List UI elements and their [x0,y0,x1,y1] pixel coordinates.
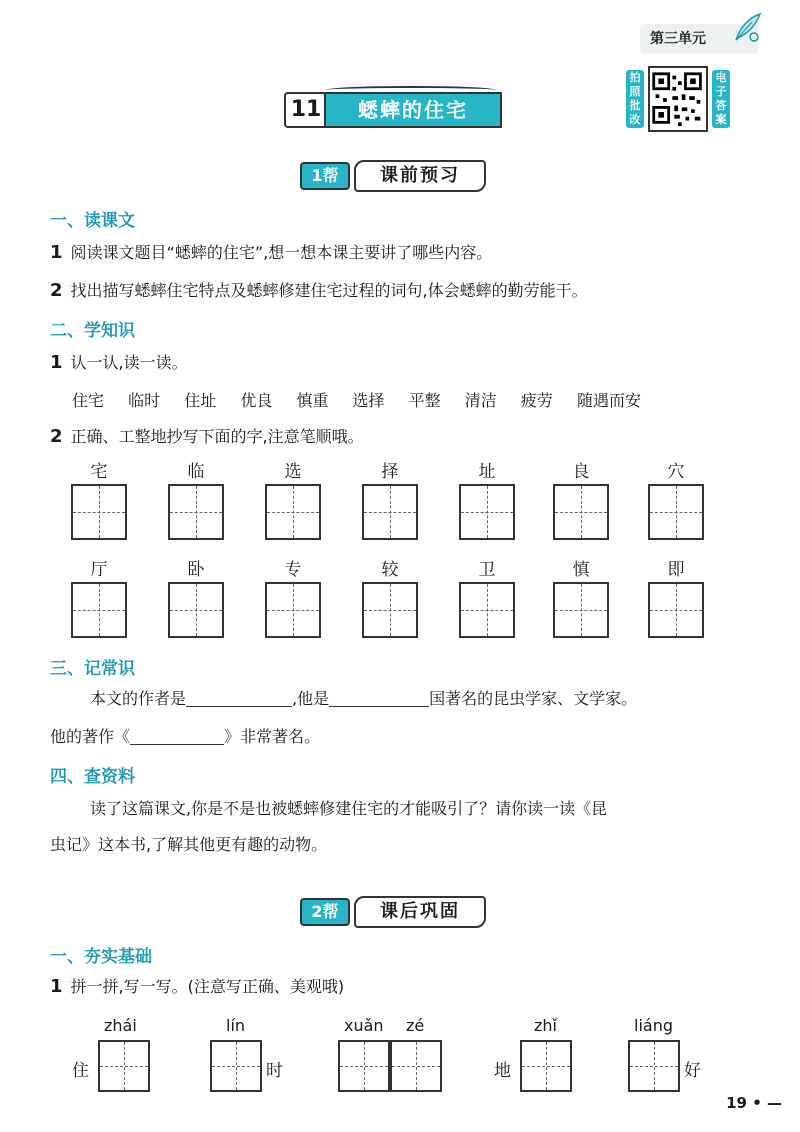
section-label: 课后巩固 [354,896,486,928]
section-number: 1帮 [300,162,350,190]
context-character: 好 [684,1061,701,1081]
word: 随遇而安 [576,391,641,410]
word: 平整 [408,391,441,410]
writing-box[interactable] [553,582,609,638]
pinyin-label: zhái [104,1016,137,1035]
section-banner-1 [300,160,490,192]
model-character: 择 [381,462,399,482]
heading-solid-foundation: 一、夯实基础 [50,947,152,967]
copy-cell [168,558,224,638]
word: 清洁 [464,391,497,410]
question-text: 认一认,读一读。 [70,353,188,372]
writing-box[interactable] [459,484,515,540]
word-list [72,388,660,411]
question-text: 找出描写蟋蟀住宅特点及蟋蟀修建住宅过程的词句,体会蟋蟀的勤劳能干。 [70,281,588,300]
paragraph-line: 读了这篇课文,你是不是也被蟋蟀修建住宅的才能吸引了？请你读一读《昆 [90,799,608,818]
sentence-text: 本文的作者是 [90,689,187,708]
pinyin-label: zhǐ [534,1016,557,1035]
writing-box[interactable] [210,1040,262,1092]
word: 选择 [352,391,385,410]
word: 疲劳 [520,391,553,410]
copy-cell [553,558,609,638]
author-blank[interactable] [186,689,292,707]
writing-box[interactable] [553,484,609,540]
question-number: 2 [50,426,63,447]
sentence-text: 他的著作《 [50,727,131,746]
writing-box[interactable] [338,1040,390,1092]
model-character: 较 [381,560,399,580]
copy-cell [459,558,515,638]
writing-box[interactable] [168,582,224,638]
model-character: 即 [667,560,685,580]
model-character: 良 [572,462,590,482]
writing-box[interactable] [71,582,127,638]
unit-tag: 第三单元 [640,24,758,54]
qr-right-label: 电子答案 [712,70,730,128]
question-number: 1 [50,242,63,263]
writing-box[interactable] [648,582,704,638]
copy-cell [362,558,418,638]
country-blank[interactable] [329,689,429,707]
fill-line-2 [50,720,320,754]
heading-learn-knowledge: 二、学知识 [50,321,135,341]
page-number: 19 • — [726,1094,782,1112]
model-character: 慎 [572,560,590,580]
model-character: 穴 [667,462,685,482]
lesson-title: 蟋蟀的住宅 [324,92,502,128]
pinyin-label: xuǎn [344,1016,384,1035]
paragraph-line: 虫记》这本书,了解其他更有趣的动物。 [50,835,328,854]
writing-box[interactable] [459,582,515,638]
copy-cell [71,460,127,540]
model-character: 专 [284,560,302,580]
question-text: 阅读课文题目“蟋蟀的住宅”,想一想本课主要讲了哪些内容。 [70,243,493,262]
model-character: 临 [187,462,205,482]
question-number: 1 [50,352,63,373]
lesson-number: 11 [284,92,326,128]
word: 优良 [240,391,273,410]
word: 住宅 [72,391,105,410]
model-character: 选 [284,462,302,482]
sentence-text: 》非常著名。 [224,727,321,746]
heading-common-knowledge: 三、记常识 [50,659,135,679]
question-5-1 [50,976,344,998]
question-2-1 [50,352,188,374]
word: 慎重 [296,391,329,410]
sentence-text: ,他是 [292,689,330,708]
question-text: 正确、工整地抄写下面的字,注意笔顺哦。 [70,427,364,446]
model-character: 址 [478,462,496,482]
word: 临时 [128,391,161,410]
context-character: 地 [494,1061,511,1081]
copy-cell [459,460,515,540]
pinyin-label: liáng [634,1016,673,1035]
question-2-2 [50,426,364,448]
model-character: 厅 [90,560,108,580]
copy-cell [265,558,321,638]
writing-box[interactable] [265,484,321,540]
writing-box[interactable] [265,582,321,638]
word: 住址 [184,391,217,410]
copy-cell [362,460,418,540]
question-text: 拼一拼,写一写。(注意写正确、美观哦) [70,977,345,996]
pinyin-label: lín [226,1016,246,1035]
writing-box[interactable] [520,1040,572,1092]
writing-box[interactable] [648,484,704,540]
model-character: 卧 [187,560,205,580]
book-blank[interactable] [130,727,224,745]
copy-cell [648,460,704,540]
copy-cell [168,460,224,540]
qr-left-label: 拍照批改 [626,70,644,128]
writing-box[interactable] [98,1040,150,1092]
section-banner-2 [300,896,490,928]
question-number: 1 [50,976,63,997]
question-number: 2 [50,280,63,301]
copy-cell [265,460,321,540]
lesson-banner [284,92,502,128]
pinyin-label: zé [406,1016,425,1035]
heading-read-text: 一、读课文 [50,211,135,231]
qr-code-icon[interactable] [648,66,708,132]
feather-icon [730,10,764,44]
copy-cell [648,558,704,638]
question-1-1 [50,242,492,264]
question-1-2 [50,280,588,302]
section-label: 课前预习 [354,160,486,192]
heading-look-up: 四、查资料 [50,767,135,787]
writing-box[interactable] [362,484,418,540]
writing-box[interactable] [390,1040,442,1092]
fill-line-1 [90,682,637,716]
sentence-text: 国著名的昆虫学家、文学家。 [429,689,638,708]
copy-cell [553,460,609,540]
context-character: 时 [266,1061,283,1081]
writing-box[interactable] [168,484,224,540]
copy-cell [71,558,127,638]
writing-box[interactable] [71,484,127,540]
section-number: 2帮 [300,898,350,926]
model-character: 卫 [478,560,496,580]
context-character: 住 [72,1061,89,1081]
model-character: 宅 [90,462,108,482]
writing-box[interactable] [628,1040,680,1092]
qr-block[interactable] [626,66,730,132]
writing-box[interactable] [362,582,418,638]
